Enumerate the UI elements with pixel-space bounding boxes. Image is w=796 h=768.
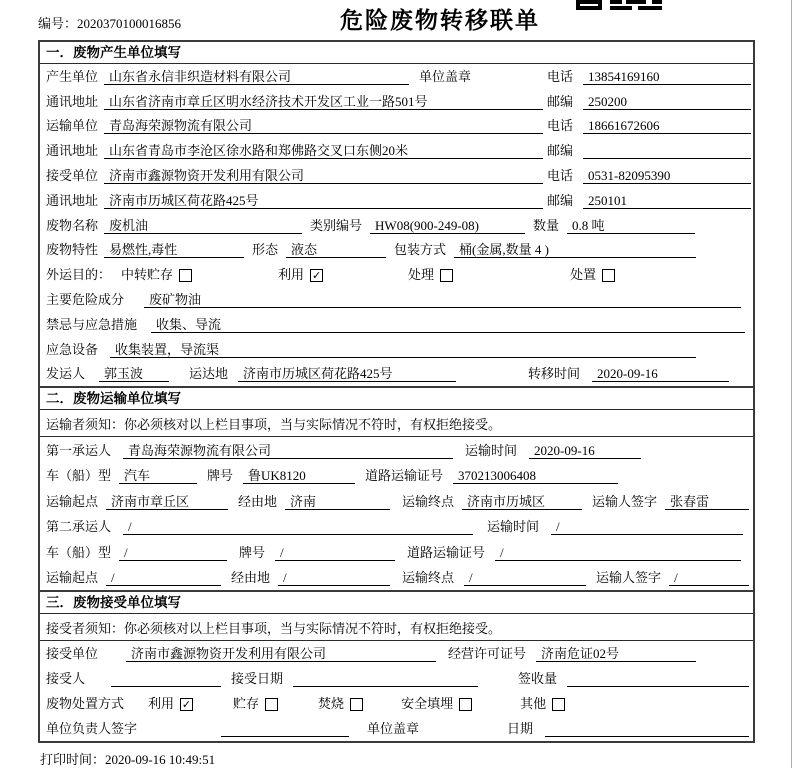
disposal-option-label: 安全填埋 bbox=[401, 696, 454, 712]
via-label: 经由地 bbox=[231, 570, 271, 586]
disposal-row bbox=[40, 691, 753, 716]
carrier-sign-label: 运输人签字 bbox=[596, 570, 662, 586]
transporter-phone-value: 18661672606 bbox=[583, 117, 751, 134]
disposal-option-label: 焚烧 bbox=[318, 696, 345, 712]
accept-unit-row bbox=[40, 641, 753, 666]
responsible-sign-label: 单位负责人签字 bbox=[46, 721, 138, 737]
equipment-value: 收集装置，导流渠 bbox=[110, 341, 696, 358]
carrier-sign1-value: 张春雷 bbox=[665, 493, 749, 510]
carrier2-label: 第二承运人 bbox=[46, 519, 112, 535]
dest-value: 济南市历城区荷花路425号 bbox=[238, 365, 456, 382]
waste-name-row bbox=[40, 213, 753, 238]
waste-property-row bbox=[40, 238, 753, 263]
vehicle1-row bbox=[40, 463, 753, 489]
waste-name-value: 废机油 bbox=[104, 217, 302, 234]
page-title: 危险废物转移联单 bbox=[340, 7, 540, 33]
sign-qty-value bbox=[567, 670, 749, 687]
equipment-row bbox=[40, 337, 753, 362]
transporter-address-row bbox=[40, 138, 753, 163]
origin-label: 运输起点 bbox=[46, 493, 99, 509]
vehicle1-value: 汽车 bbox=[119, 467, 197, 484]
purpose-option-label: 处理 bbox=[408, 267, 435, 283]
transporter-value: 青岛海荣源物流有限公司 bbox=[104, 117, 543, 134]
route1-row bbox=[40, 488, 753, 514]
category-label: 类别编号 bbox=[310, 217, 363, 233]
transfer-time-label: 转移时间 bbox=[528, 366, 581, 382]
responsible-sign-row bbox=[40, 716, 753, 741]
checkbox-other bbox=[552, 698, 565, 711]
acceptor-value bbox=[111, 670, 221, 687]
accept-date-value bbox=[293, 670, 478, 687]
receiver-zip-value: 250101 bbox=[583, 192, 751, 209]
terminus2-value: / bbox=[464, 569, 586, 586]
carrier1-label: 第一承运人 bbox=[46, 442, 112, 458]
purpose-option-label: 中转贮存 bbox=[121, 267, 174, 283]
checkbox-storage bbox=[265, 698, 278, 711]
section-2-heading: 二．废物运输单位填写 bbox=[40, 386, 753, 410]
via-label: 经由地 bbox=[238, 493, 278, 509]
receiver-address-value: 济南市历城区荷花路425号 bbox=[104, 192, 543, 209]
hazard-label: 主要危险成分 bbox=[46, 291, 125, 307]
accept-unit-label: 接受单位 bbox=[46, 646, 99, 662]
checkbox-utilize-disposal bbox=[180, 698, 193, 711]
transporter-notice: 运输者须知：你必须核对以上栏目事项，当与实际情况不符时，有权拒绝接受。 bbox=[40, 410, 753, 437]
zip-label: 邮编 bbox=[547, 192, 574, 208]
receiver-label: 接受单位 bbox=[46, 167, 99, 183]
terminus-label: 运输终点 bbox=[402, 493, 455, 509]
checkbox-transfer-storage bbox=[179, 269, 192, 282]
sign-date-value bbox=[545, 720, 749, 737]
checkbox-treat bbox=[440, 269, 453, 282]
receiver-address-row bbox=[40, 188, 753, 213]
accept-unit-value: 济南市鑫源物资开发利用有限公司 bbox=[126, 645, 436, 662]
receiver-unit-row bbox=[40, 163, 753, 188]
page-edge-line bbox=[791, 0, 792, 768]
transport-time2-value: / bbox=[551, 518, 743, 535]
vehicle2-row bbox=[40, 539, 753, 565]
producer-zip-value: 250200 bbox=[583, 93, 751, 110]
sign-qty-label: 签收量 bbox=[518, 671, 558, 687]
qty-value: 0.8 吨 bbox=[567, 217, 695, 234]
producer-value: 山东省永信非织造材料有限公司 bbox=[104, 68, 409, 85]
shipper-row bbox=[40, 362, 753, 387]
category-value: HW08(900-249-08) bbox=[370, 217, 525, 234]
producer-unit-row bbox=[40, 64, 753, 89]
purpose-option-label: 利用 bbox=[278, 267, 305, 283]
producer-address-value: 山东省济南市章丘区明水经济技术开发区工业一路501号 bbox=[104, 93, 543, 110]
address-label: 通讯地址 bbox=[46, 93, 99, 109]
accept-date-label: 接受日期 bbox=[231, 671, 284, 687]
operating-license-label: 经营许可证号 bbox=[448, 646, 527, 662]
receiver-notice: 接受者须知：你必须核对以上栏目事项，当与实际情况不符时，有权拒绝接受。 bbox=[40, 614, 753, 641]
taboo-value: 收集、导流 bbox=[151, 316, 745, 333]
plate2-value: / bbox=[275, 544, 395, 561]
phone-label: 电话 bbox=[547, 68, 574, 84]
zip-label: 邮编 bbox=[547, 143, 574, 159]
taboo-label: 禁忌与应急措施 bbox=[46, 316, 138, 332]
purpose-label: 外运目的： bbox=[46, 267, 112, 283]
packing-value: 桶(金属,数量 4 ) bbox=[454, 241, 696, 258]
waste-name-label: 废物名称 bbox=[46, 217, 99, 233]
plate-label: 牌号 bbox=[239, 544, 266, 560]
transporter-unit-row bbox=[40, 114, 753, 139]
transport-time-label: 运输时间 bbox=[465, 442, 518, 458]
carrier2-row bbox=[40, 514, 753, 540]
carrier-sign2-value: / bbox=[669, 569, 749, 586]
hazard-value: 废矿物油 bbox=[144, 291, 741, 308]
shipper-value: 郭玉波 bbox=[99, 365, 169, 382]
doc-number-value: 2020370100016856 bbox=[77, 16, 182, 31]
vehicle-label: 车（船）型 bbox=[46, 468, 112, 484]
transport-time1-value: 2020-09-16 bbox=[529, 442, 641, 459]
acceptor-row bbox=[40, 666, 753, 691]
phone-label: 电话 bbox=[547, 118, 574, 134]
transporter-zip-value bbox=[583, 142, 751, 159]
plate1-value: 鲁UK8120 bbox=[243, 467, 355, 484]
packing-label: 包装方式 bbox=[394, 242, 447, 258]
origin1-value: 济南市章丘区 bbox=[106, 493, 228, 510]
qty-label: 数量 bbox=[533, 217, 560, 233]
operating-license-value: 济南危证02号 bbox=[536, 645, 696, 662]
disposal-label: 废物处置方式 bbox=[46, 696, 125, 712]
carrier1-row bbox=[40, 437, 753, 463]
address-label: 通讯地址 bbox=[46, 143, 99, 159]
carrier1-value: 青岛海荣源物流有限公司 bbox=[123, 442, 453, 459]
property-value: 易燃性,毒性 bbox=[104, 241, 244, 258]
transporter-address-value: 山东省青岛市李沧区徐水路和郑佛路交叉口东侧20米 bbox=[104, 142, 543, 159]
producer-phone-value: 13854169160 bbox=[583, 68, 751, 85]
doc-number bbox=[38, 13, 181, 32]
check-mark: ✓ bbox=[181, 698, 192, 712]
section-3-heading: 三．废物接受单位填写 bbox=[40, 590, 753, 614]
purpose-row bbox=[40, 262, 753, 287]
print-time bbox=[40, 749, 215, 768]
vehicle2-value: / bbox=[119, 544, 227, 561]
check-mark: ✓ bbox=[311, 269, 322, 283]
road-license-label: 道路运输证号 bbox=[407, 544, 486, 560]
receiver-phone-value: 0531-82095390 bbox=[583, 167, 751, 184]
address-label: 通讯地址 bbox=[46, 192, 99, 208]
doc-number-label: 编号： bbox=[38, 16, 78, 31]
checkbox-utilize bbox=[310, 269, 323, 282]
plate-label: 牌号 bbox=[207, 468, 234, 484]
date-label: 日期 bbox=[507, 721, 534, 737]
terminus-label: 运输终点 bbox=[402, 570, 455, 586]
responsible-sign-value bbox=[221, 720, 349, 737]
origin-label: 运输起点 bbox=[46, 570, 99, 586]
road-license-label: 道路运输证号 bbox=[365, 468, 444, 484]
transfer-manifest-form bbox=[38, 40, 755, 743]
disposal-option-label: 贮存 bbox=[233, 696, 260, 712]
dest-label: 运达地 bbox=[189, 366, 229, 382]
unit-seal-label: 单位盖章 bbox=[367, 721, 420, 737]
transport-time-label: 运输时间 bbox=[487, 519, 540, 535]
vehicle-label: 车（船）型 bbox=[46, 544, 112, 560]
purpose-option-label: 处置 bbox=[570, 267, 597, 283]
shipper-label: 发运人 bbox=[46, 366, 86, 382]
via2-value: / bbox=[278, 569, 390, 586]
road-license1-value: 370213006408 bbox=[453, 467, 618, 484]
carrier2-value: / bbox=[123, 518, 473, 535]
form-label: 形态 bbox=[252, 242, 279, 258]
print-time-label: 打印时间： bbox=[40, 752, 106, 767]
terminus1-value: 济南市历城区 bbox=[462, 493, 582, 510]
checkbox-dispose bbox=[602, 269, 615, 282]
acceptor-label: 接受人 bbox=[46, 671, 86, 687]
zip-label: 邮编 bbox=[547, 93, 574, 109]
phone-label: 电话 bbox=[547, 167, 574, 183]
taboo-row bbox=[40, 312, 753, 337]
qr-code-fragment bbox=[576, 0, 666, 11]
checkbox-landfill bbox=[459, 698, 472, 711]
route2-row bbox=[40, 565, 753, 591]
producer-address-row bbox=[40, 89, 753, 114]
seal-label: 单位盖章 bbox=[419, 68, 472, 84]
hazard-row bbox=[40, 287, 753, 312]
receiver-value: 济南市鑫源物资开发利用有限公司 bbox=[104, 167, 543, 184]
property-label: 废物特性 bbox=[46, 242, 99, 258]
disposal-option-label: 利用 bbox=[148, 696, 175, 712]
section-1-heading: 一．废物产生单位填写 bbox=[40, 42, 753, 64]
road-license2-value: / bbox=[495, 544, 741, 561]
equipment-label: 应急设备 bbox=[46, 341, 99, 357]
transfer-time-value: 2020-09-16 bbox=[592, 365, 729, 382]
transporter-label: 运输单位 bbox=[46, 118, 99, 134]
checkbox-incinerate bbox=[350, 698, 363, 711]
form-value: 液态 bbox=[286, 241, 386, 258]
carrier-sign-label: 运输人签字 bbox=[592, 493, 658, 509]
print-time-value: 2020-09-16 10:49:51 bbox=[105, 752, 216, 767]
origin2-value: / bbox=[106, 569, 221, 586]
disposal-option-label: 其他 bbox=[520, 696, 547, 712]
producer-label: 产生单位 bbox=[46, 68, 99, 84]
via1-value: 济南 bbox=[285, 493, 390, 510]
